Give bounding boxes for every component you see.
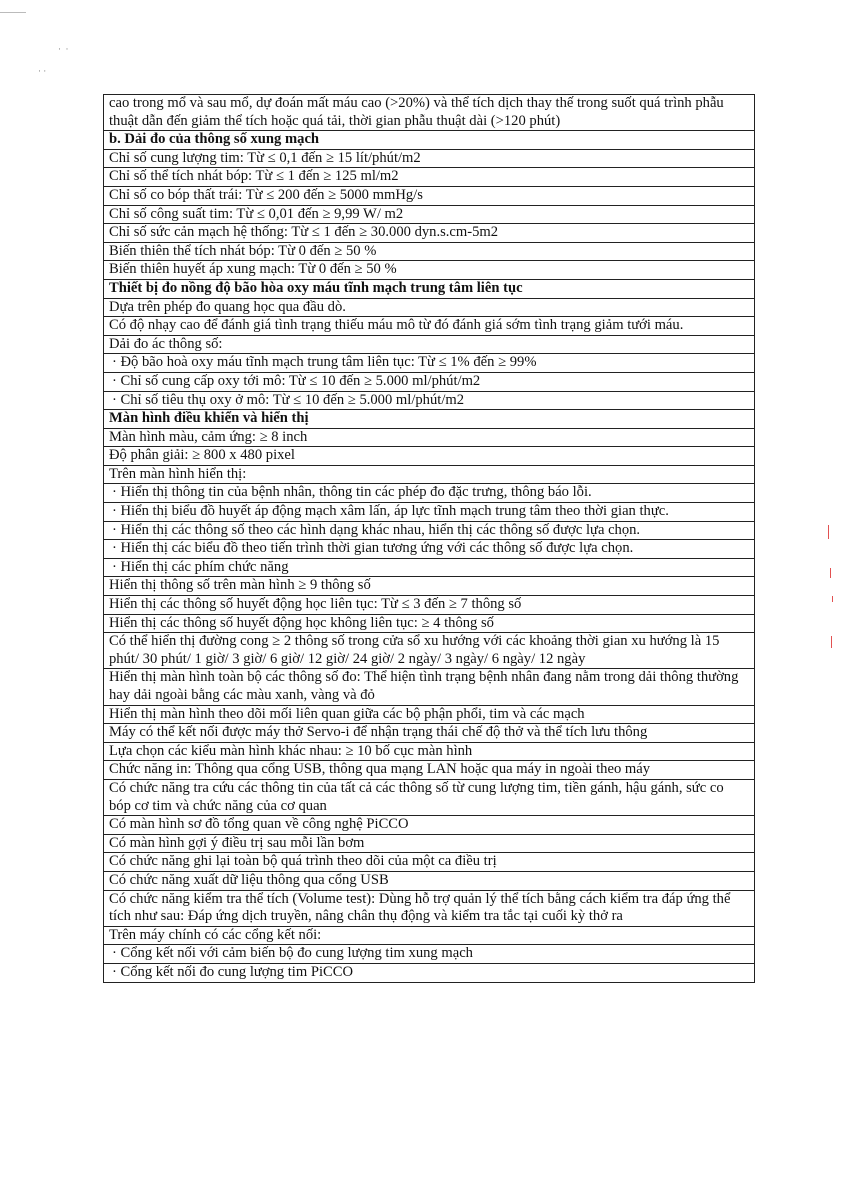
table-cell: Dựa trên phép đo quang học qua đầu dò. [104, 298, 755, 317]
table-cell: Hiển thị thông số trên màn hình ≥ 9 thông số [104, 577, 755, 596]
specification-table [103, 94, 755, 983]
section-heading-cell: b. Dải đo của thông số xung mạch [104, 131, 755, 150]
table-cell: Trên máy chính có các cổng kết nối: [104, 926, 755, 945]
table-row [104, 186, 755, 205]
table-cell: Có chức năng ghi lại toàn bộ quá trình theo dõi của một ca điều trị [104, 853, 755, 872]
table-row [104, 816, 755, 835]
table-row [104, 447, 755, 466]
table-cell: · Chỉ số cung cấp oxy tới mô: Từ ≤ 10 đến ≥ 5.000 ml/phút/m2 [104, 372, 755, 391]
table-row [104, 242, 755, 261]
table-row [104, 945, 755, 964]
table-cell: Hiển thị các thông số huyết động học không liên tục: ≥ 4 thông số [104, 614, 755, 633]
table-cell: Có chức năng kiểm tra thể tích (Volume test): Dùng hỗ trợ quản lý thể tích bằng cách kiểm tra đáp ứng thể tích như sau: Đáp ứng dịch truyền, nâng chân thụ động và kiểm tra tắc tại cuối kỳ thở ra [104, 890, 755, 926]
red-margin-mark [832, 596, 833, 602]
table-cell: Có độ nhạy cao để đánh giá tình trạng thiếu máu mô từ đó đánh giá sớm tình trạng giảm tưới máu. [104, 317, 755, 336]
table-row [104, 633, 755, 669]
table-cell: Chỉ số sức cản mạch hệ thống: Từ ≤ 1 đến ≥ 30.000 dyn.s.cm-5m2 [104, 224, 755, 243]
table-cell: · Hiển thị biểu đồ huyết áp động mạch xâm lấn, áp lực tĩnh mạch trung tâm theo thời gian thực. [104, 503, 755, 522]
red-margin-mark [828, 525, 829, 539]
table-row [104, 372, 755, 391]
table-cell: Chỉ số thể tích nhát bóp: Từ ≤ 1 đến ≥ 125 ml/m2 [104, 168, 755, 187]
table-row [104, 596, 755, 615]
table-row [104, 428, 755, 447]
table-row [104, 465, 755, 484]
table-cell: · Hiển thị các biểu đồ theo tiến trình thời gian tương ứng với các thông số được lựa chọn. [104, 540, 755, 559]
table-row [104, 521, 755, 540]
table-row [104, 391, 755, 410]
table-cell: Trên màn hình hiển thị: [104, 465, 755, 484]
table-row [104, 742, 755, 761]
table-row [104, 963, 755, 982]
table-cell: · Độ bão hoà oxy máu tĩnh mạch trung tâm liên tục: Từ ≤ 1% đến ≥ 99% [104, 354, 755, 373]
table-row [104, 724, 755, 743]
table-row [104, 834, 755, 853]
table-row [104, 317, 755, 336]
table-cell: Chỉ số co bóp thất trái: Từ ≤ 200 đến ≥ 5000 mmHg/s [104, 186, 755, 205]
table-row [104, 131, 755, 150]
table-cell: Có chức năng tra cứu các thông tin của tất cả các thông số từ cung lượng tim, tiền gánh, hậu gánh, sức co bóp cơ tim và chức năng của cơ quan [104, 779, 755, 815]
table-row [104, 224, 755, 243]
table-row [104, 503, 755, 522]
table-cell: Hiển thị các thông số huyết động học liên tục: Từ ≤ 3 đến ≥ 7 thông số [104, 596, 755, 615]
section-heading-cell: Thiết bị đo nồng độ bão hòa oxy máu tĩnh mạch trung tâm liên tục [104, 279, 755, 298]
table-row [104, 484, 755, 503]
table-cell: Hiển thị màn hình toàn bộ các thông số đo: Thể hiện tình trạng bệnh nhân đang nằm trong dải thông thường hay dải ngoài bằng các màu xanh, vàng và đỏ [104, 669, 755, 705]
table-cell: · Hiển thị các thông số theo các hình dạng khác nhau, hiển thị các thông số được lựa chọn. [104, 521, 755, 540]
scan-artifact-dots: · · [58, 44, 69, 54]
table-row [104, 558, 755, 577]
table-row [104, 926, 755, 945]
table-row [104, 871, 755, 890]
table-row [104, 853, 755, 872]
table-cell: Màn hình màu, cảm ứng: ≥ 8 inch [104, 428, 755, 447]
table-row [104, 205, 755, 224]
table-row [104, 95, 755, 131]
table-row [104, 779, 755, 815]
red-margin-mark [831, 636, 832, 648]
table-row [104, 261, 755, 280]
table-row [104, 354, 755, 373]
table-row [104, 168, 755, 187]
table-cell: Có thể hiển thị đường cong ≥ 2 thông số trong cửa sổ xu hướng với các khoảng thời gian xu hướng là 15 phút/ 30 phút/ 1 giờ/ 3 giờ/ 6 giờ/ 12 giờ/ 24 giờ/ 2 ngày/ 3 ngày/ 6 ngày/ 12 ngày [104, 633, 755, 669]
table-cell: Độ phân giải: ≥ 800 x 480 pixel [104, 447, 755, 466]
table-row [104, 614, 755, 633]
scan-artifact-line [0, 12, 26, 13]
table-cell: cao trong mổ và sau mổ, dự đoán mất máu cao (>20%) và thể tích dịch thay thế trong suốt quá trình phẫu thuật dẫn đến giảm thể tích hoặc quá tải, thời gian phẫu thuật dài (>120 phút) [104, 95, 755, 131]
table-cell: · Cổng kết nối với cảm biến bộ đo cung lượng tim xung mạch [104, 945, 755, 964]
table-cell: Có chức năng xuất dữ liệu thông qua cổng USB [104, 871, 755, 890]
table-cell: Hiển thị màn hình theo dõi mối liên quan giữa các bộ phận phổi, tim và các mạch [104, 705, 755, 724]
table-row [104, 279, 755, 298]
table-cell: Chỉ số công suất tim: Từ ≤ 0,01 đến ≥ 9,99 W/ m2 [104, 205, 755, 224]
table-cell: Lựa chọn các kiểu màn hình khác nhau: ≥ 10 bố cục màn hình [104, 742, 755, 761]
table-cell: Có màn hình sơ đồ tổng quan về công nghệ PiCCO [104, 816, 755, 835]
table-row [104, 540, 755, 559]
table-row [104, 410, 755, 429]
table-cell: Chức năng in: Thông qua cổng USB, thông qua mạng LAN hoặc qua máy in ngoài theo máy [104, 761, 755, 780]
table-cell: Chỉ số cung lượng tim: Từ ≤ 0,1 đến ≥ 15 lít/phút/m2 [104, 149, 755, 168]
table-row [104, 577, 755, 596]
table-cell: · Cổng kết nối đo cung lượng tim PiCCO [104, 963, 755, 982]
table-cell: Dải đo ác thông số: [104, 335, 755, 354]
red-margin-mark [830, 568, 831, 578]
table-row [104, 669, 755, 705]
table-cell: · Hiển thị thông tin của bệnh nhân, thông tin các phép đo đặc trưng, thông báo lỗi. [104, 484, 755, 503]
table-row [104, 149, 755, 168]
table-row [104, 335, 755, 354]
table-row [104, 890, 755, 926]
table-cell: · Hiển thị các phím chức năng [104, 558, 755, 577]
table-row [104, 761, 755, 780]
table-cell: · Chỉ số tiêu thụ oxy ở mô: Từ ≤ 10 đến ≥ 5.000 ml/phút/m2 [104, 391, 755, 410]
section-heading-cell: Màn hình điều khiển và hiển thị [104, 410, 755, 429]
table-row [104, 705, 755, 724]
table-cell: Có màn hình gợi ý điều trị sau mỗi lần bơm [104, 834, 755, 853]
table-cell: Biến thiên huyết áp xung mạch: Từ 0 đến ≥ 50 % [104, 261, 755, 280]
table-cell: Máy có thể kết nối được máy thở Servo-i để nhận trạng thái chế độ thở và thể tích lưu thông [104, 724, 755, 743]
table-cell: Biến thiên thể tích nhát bóp: Từ 0 đến ≥ 50 % [104, 242, 755, 261]
scan-artifact-dots: · · [38, 66, 47, 76]
table-row [104, 298, 755, 317]
specification-table-body [104, 95, 755, 983]
